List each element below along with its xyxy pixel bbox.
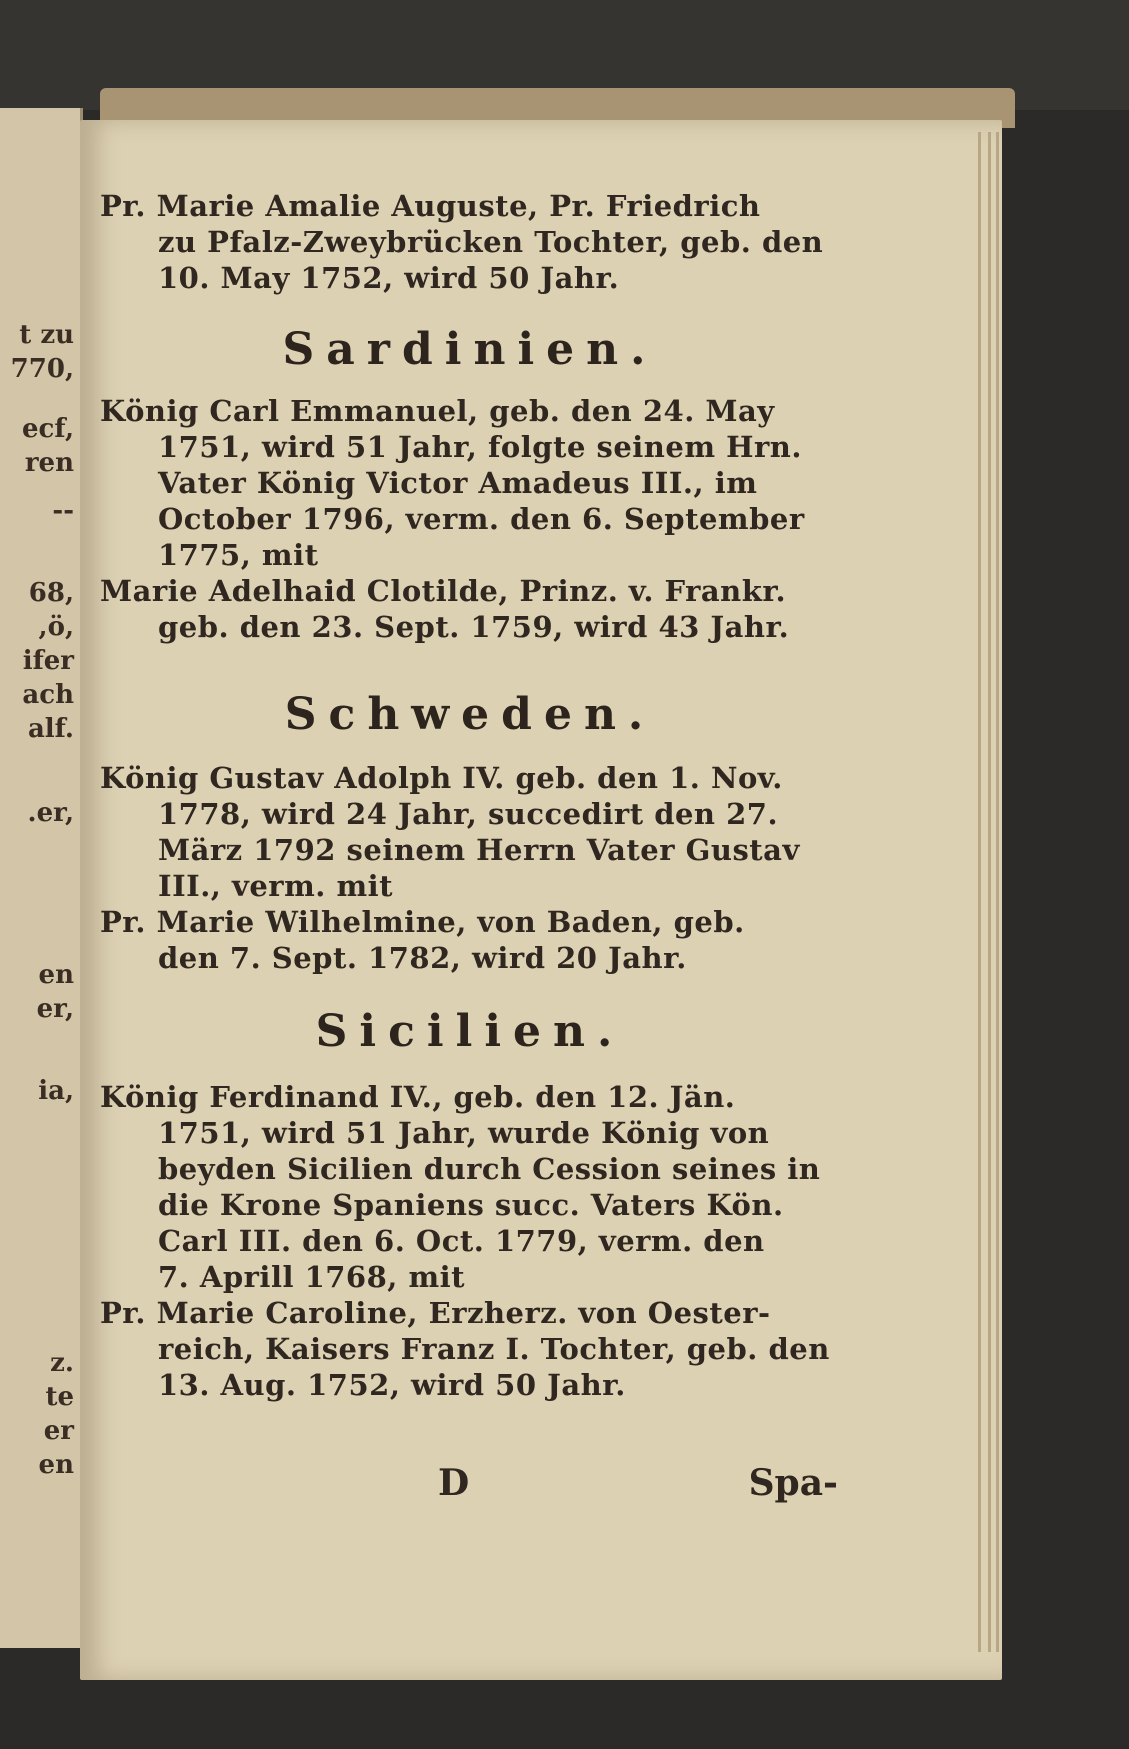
entry-line: den 7. Sept. 1782, wird 20 Jahr. xyxy=(158,941,687,975)
left-fragment: en xyxy=(38,960,74,990)
left-fragment: ach xyxy=(22,680,74,710)
entry-line: 10. May 1752, wird 50 Jahr. xyxy=(158,261,620,295)
signature-mark: D xyxy=(438,1462,470,1504)
page-edge-line xyxy=(988,132,991,1652)
left-fragment: ecf, xyxy=(21,414,74,444)
left-fragment: ren xyxy=(24,448,74,478)
left-fragment: -- xyxy=(52,496,74,526)
catchword: Spa- xyxy=(748,1462,838,1504)
entry-marie-adelhaid xyxy=(100,573,840,645)
left-fragment: .er, xyxy=(27,798,74,828)
entry-line: 1751, wird 51 Jahr, folgte seinem Hrn. xyxy=(158,430,802,464)
left-fragment: z. xyxy=(50,1348,74,1378)
entry-marie-amalie xyxy=(100,188,840,296)
entry-line: März 1792 seinem Herrn Vater Gustav xyxy=(158,833,800,867)
entry-line: beyden Sicilien durch Cession seines in xyxy=(158,1152,821,1186)
left-fragment: ifer xyxy=(22,646,74,676)
entry-line: zu Pfalz-Zweybrücken Tochter, geb. den xyxy=(158,225,824,259)
left-fragment: t zu xyxy=(19,320,74,350)
left-fragment: er xyxy=(43,1416,74,1446)
section-title-schweden: Schweden. xyxy=(284,689,656,740)
entry-first-line: König Carl Emmanuel, geb. den 24. May xyxy=(100,394,775,428)
left-page-edge xyxy=(0,108,83,1648)
entry-line: die Krone Spaniens succ. Vaters Kön. xyxy=(158,1188,784,1222)
entry-line: 1778, wird 24 Jahr, succedirt den 27. xyxy=(158,797,779,831)
entry-ferdinand xyxy=(100,1079,840,1295)
entry-line: 1775, mit xyxy=(158,538,319,572)
left-fragment: 770, xyxy=(10,354,74,384)
left-fragment: ,ö, xyxy=(38,612,74,642)
left-fragment: 68, xyxy=(28,578,74,608)
left-fragment: er, xyxy=(36,994,74,1024)
left-fragment: te xyxy=(45,1382,74,1412)
entry-first-line: Marie Adelhaid Clotilde, Prinz. v. Frankr. xyxy=(100,574,787,608)
entry-line: October 1796, verm. den 6. September xyxy=(158,502,805,536)
entry-gustav-adolph xyxy=(100,760,840,904)
entry-carl-emmanuel xyxy=(100,393,840,573)
page-content xyxy=(100,188,840,1403)
page-edge-line xyxy=(996,132,999,1652)
entry-first-line: Pr. Marie Wilhelmine, von Baden, geb. xyxy=(100,905,745,939)
entry-first-line: Pr. Marie Amalie Auguste, Pr. Friedrich xyxy=(100,189,761,223)
section-title-sicilien: Sicilien. xyxy=(315,1006,625,1057)
entry-line: 13. Aug. 1752, wird 50 Jahr. xyxy=(158,1368,626,1402)
entry-line: Carl III. den 6. Oct. 1779, verm. den xyxy=(158,1224,765,1258)
entry-first-line: König Ferdinand IV., geb. den 12. Jän. xyxy=(100,1080,736,1114)
entry-line: geb. den 23. Sept. 1759, wird 43 Jahr. xyxy=(158,610,790,644)
left-fragment: alf. xyxy=(27,714,74,744)
section-title-sardinien: Sardinien. xyxy=(282,324,658,375)
left-fragment: en xyxy=(38,1450,74,1480)
entry-marie-caroline xyxy=(100,1295,840,1403)
entry-line: 1751, wird 51 Jahr, wurde König von xyxy=(158,1116,770,1150)
left-fragment: ia, xyxy=(38,1076,74,1106)
entry-line: 7. Aprill 1768, mit xyxy=(158,1260,466,1294)
entry-line: III., verm. mit xyxy=(158,869,394,903)
entry-first-line: Pr. Marie Caroline, Erzherz. von Oester- xyxy=(100,1296,771,1330)
entry-first-line: König Gustav Adolph IV. geb. den 1. Nov. xyxy=(100,761,783,795)
page-edge-line xyxy=(978,132,981,1652)
entry-line: Vater König Victor Amadeus III., im xyxy=(158,466,758,500)
entry-line: reich, Kaisers Franz I. Tochter, geb. den xyxy=(158,1332,830,1366)
entry-marie-wilhelmine xyxy=(100,904,840,976)
page-footer xyxy=(100,1462,840,1512)
